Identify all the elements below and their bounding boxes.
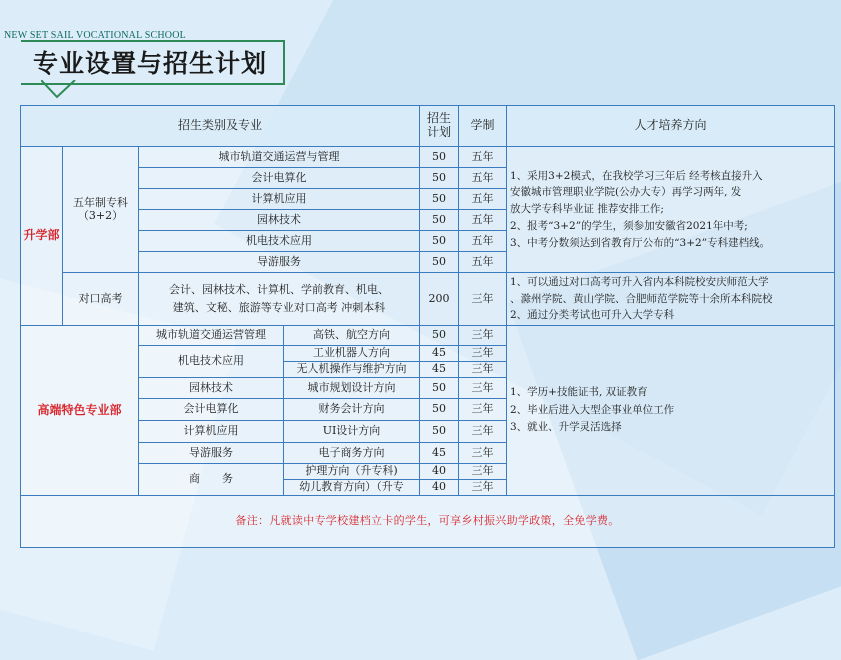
- special-sub: 城市规划设计方向: [284, 378, 420, 399]
- major-name: 城市轨道交通运营与管理: [139, 147, 420, 168]
- page-title: 专业设置与招生计划: [33, 49, 268, 78]
- major-duration: 五年: [459, 189, 507, 210]
- special-major: 园林技术: [139, 378, 284, 399]
- special-major: 导游服务: [139, 443, 284, 464]
- special-duration: 三年: [459, 326, 507, 346]
- exam-duration: 三年: [459, 273, 507, 326]
- special-major: 机电技术应用: [139, 346, 284, 378]
- major-plan: 50: [420, 147, 459, 168]
- special-duration: 三年: [459, 443, 507, 464]
- table-note: 备注：凡就读中专学校建档立卡的学生，可享乡村振兴助学政策，全免学费。: [21, 496, 835, 548]
- special-plan: 45: [420, 362, 459, 378]
- exam-label: 对口高考: [63, 273, 139, 326]
- school-name: NEW SET SAIL VOCATIONAL SCHOOL: [4, 30, 186, 41]
- special-direction: 1、学历+技能证书, 双证教育 2、毕业后进入大型企事业单位工作 3、就业、升学灵活选择: [507, 326, 835, 496]
- enrollment-table-container: [20, 105, 835, 548]
- special-duration: 三年: [459, 480, 507, 496]
- major-duration: 五年: [459, 231, 507, 252]
- special-plan: 45: [420, 443, 459, 464]
- special-duration: 三年: [459, 378, 507, 399]
- major-name: 园林技术: [139, 210, 420, 231]
- header-category: 招生类别及专业: [21, 106, 420, 147]
- special-sub: UI设计方向: [284, 421, 420, 443]
- major-duration: 五年: [459, 168, 507, 189]
- special-duration: 三年: [459, 346, 507, 362]
- major-name: 机电技术应用: [139, 231, 420, 252]
- special-plan: 50: [420, 378, 459, 399]
- special-major: 城市轨道交通运营管理: [139, 326, 284, 346]
- special-duration: 三年: [459, 421, 507, 443]
- special-plan: 40: [420, 464, 459, 480]
- special-sub: 幼儿教育方向）（升专: [284, 480, 420, 496]
- special-sub: 财务会计方向: [284, 399, 420, 421]
- special-sub: 高铁、航空方向: [284, 326, 420, 346]
- major-plan: 50: [420, 210, 459, 231]
- dept-upgrade: 升学部: [21, 147, 63, 326]
- special-major: 会计电算化: [139, 399, 284, 421]
- major-plan: 50: [420, 168, 459, 189]
- major-duration: 五年: [459, 252, 507, 273]
- special-sub: 电子商务方向: [284, 443, 420, 464]
- title-pointer-icon: [41, 80, 77, 100]
- special-plan: 50: [420, 421, 459, 443]
- special-major: 计算机应用: [139, 421, 284, 443]
- special-plan: 40: [420, 480, 459, 496]
- special-duration: 三年: [459, 464, 507, 480]
- special-major: 商 务: [139, 464, 284, 496]
- exam-direction: 1、可以通过对口高考可升入省内本科院校安庆师范大学 、滁州学院、黄山学院、合肥师范学院等十余所本科院校 2、通过分类考试也可升入大学专科: [507, 273, 835, 326]
- special-plan: 50: [420, 326, 459, 346]
- special-sub: 无人机操作与维护方向: [284, 362, 420, 378]
- special-duration: 三年: [459, 362, 507, 378]
- major-duration: 五年: [459, 147, 507, 168]
- special-sub: 护理方向（升专科): [284, 464, 420, 480]
- five-year-label: 五年制专科 （3+2）: [63, 147, 139, 273]
- major-plan: 50: [420, 189, 459, 210]
- major-plan: 50: [420, 231, 459, 252]
- header-direction: 人才培养方向: [507, 106, 835, 147]
- header-plan: 招生 计划: [420, 106, 459, 147]
- special-plan: 50: [420, 399, 459, 421]
- major-name: 导游服务: [139, 252, 420, 273]
- exam-majors: 会计、园林技术、计算机、学前教育、机电、 建筑、文秘、旅游等专业对口高考 冲刺本科: [139, 273, 420, 326]
- special-plan: 45: [420, 346, 459, 362]
- enrollment-table: [20, 105, 835, 548]
- five-year-direction: 1、采用3+2模式，在我校学习三年后 经考核直接升入 安徽城市管理职业学院(公办大专）再学习两年, 发 放大学专科毕业证 推荐安排工作; 2、报考“3+2”的学生，须参加安徽省2021年中考; 3、中考分数须达到省教育厅公布的“3+2”专科建档线。: [507, 147, 835, 273]
- special-sub: 工业机器人方向: [284, 346, 420, 362]
- header-duration: 学制: [459, 106, 507, 147]
- exam-plan: 200: [420, 273, 459, 326]
- dept-special: 高端特色专业部: [21, 326, 139, 496]
- major-duration: 五年: [459, 210, 507, 231]
- major-plan: 50: [420, 252, 459, 273]
- major-name: 计算机应用: [139, 189, 420, 210]
- major-name: 会计电算化: [139, 168, 420, 189]
- special-duration: 三年: [459, 399, 507, 421]
